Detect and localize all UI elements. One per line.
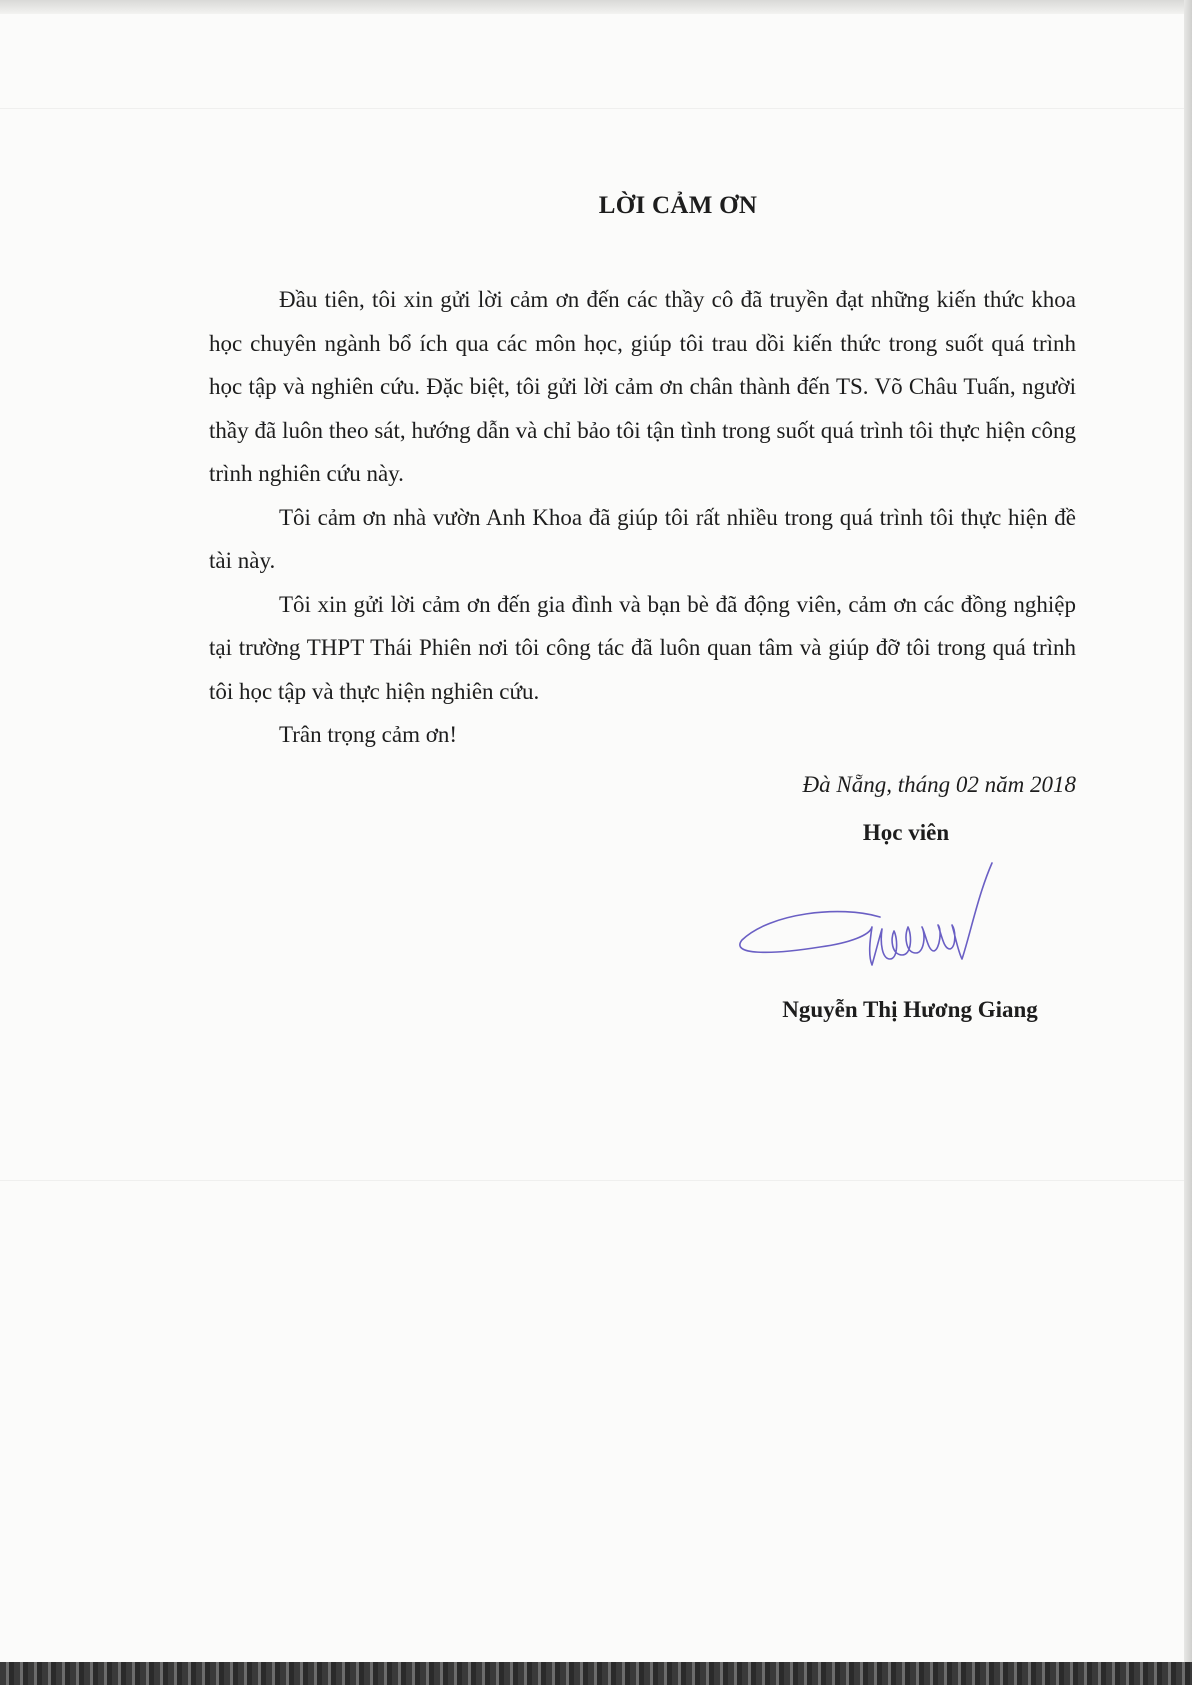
scan-edge-right	[1184, 0, 1192, 1685]
scan-line	[0, 1180, 1184, 1181]
paragraph: Trân trọng cảm ơn!	[279, 722, 458, 747]
scan-edge-bottom	[0, 1662, 1192, 1685]
paragraph: Đầu tiên, tôi xin gửi lời cảm ơn đến các thầy cô đã truyền đạt những kiến thức khoa học chuyên ngành bổ ích qua các môn học, giúp tôi trau dồi kiến thức trong suốt quá trình học tập và nghiên cứu. Đặc biệt, tôi gửi lời cảm ơn chân thành đến TS. Võ Châu Tuấn, người thầy đã luôn theo sát, hướng dẫn và chỉ bảo tôi tận tình trong suốt quá trình tôi thực hiện công trình nghiên cứu này.	[209, 287, 1076, 486]
signer-role: Học viên	[862, 820, 950, 845]
scan-line	[0, 108, 1184, 109]
date-line: Đà Nẵng, tháng 02 năm 2018	[802, 772, 1076, 797]
scan-edge-top	[0, 0, 1192, 14]
letter-body	[209, 278, 1076, 757]
page-title: LỜI CẢM ƠN	[598, 192, 758, 219]
signer-name: Nguyễn Thị Hương Giang	[782, 997, 1038, 1022]
paragraph: Tôi cảm ơn nhà vườn Anh Khoa đã giúp tôi rất nhiều trong quá trình tôi thực hiện đề tài này.	[209, 504, 1076, 573]
handwritten-signature	[730, 855, 1030, 985]
paragraph: Tôi xin gửi lời cảm ơn đến gia đình và bạn bè đã động viên, cảm ơn các đồng nghiệp tại trường THPT Thái Phiên nơi tôi công tác đã luôn quan tâm và giúp đỡ tôi trong quá trình tôi học tập và thực hiện nghiên cứu.	[209, 591, 1076, 704]
